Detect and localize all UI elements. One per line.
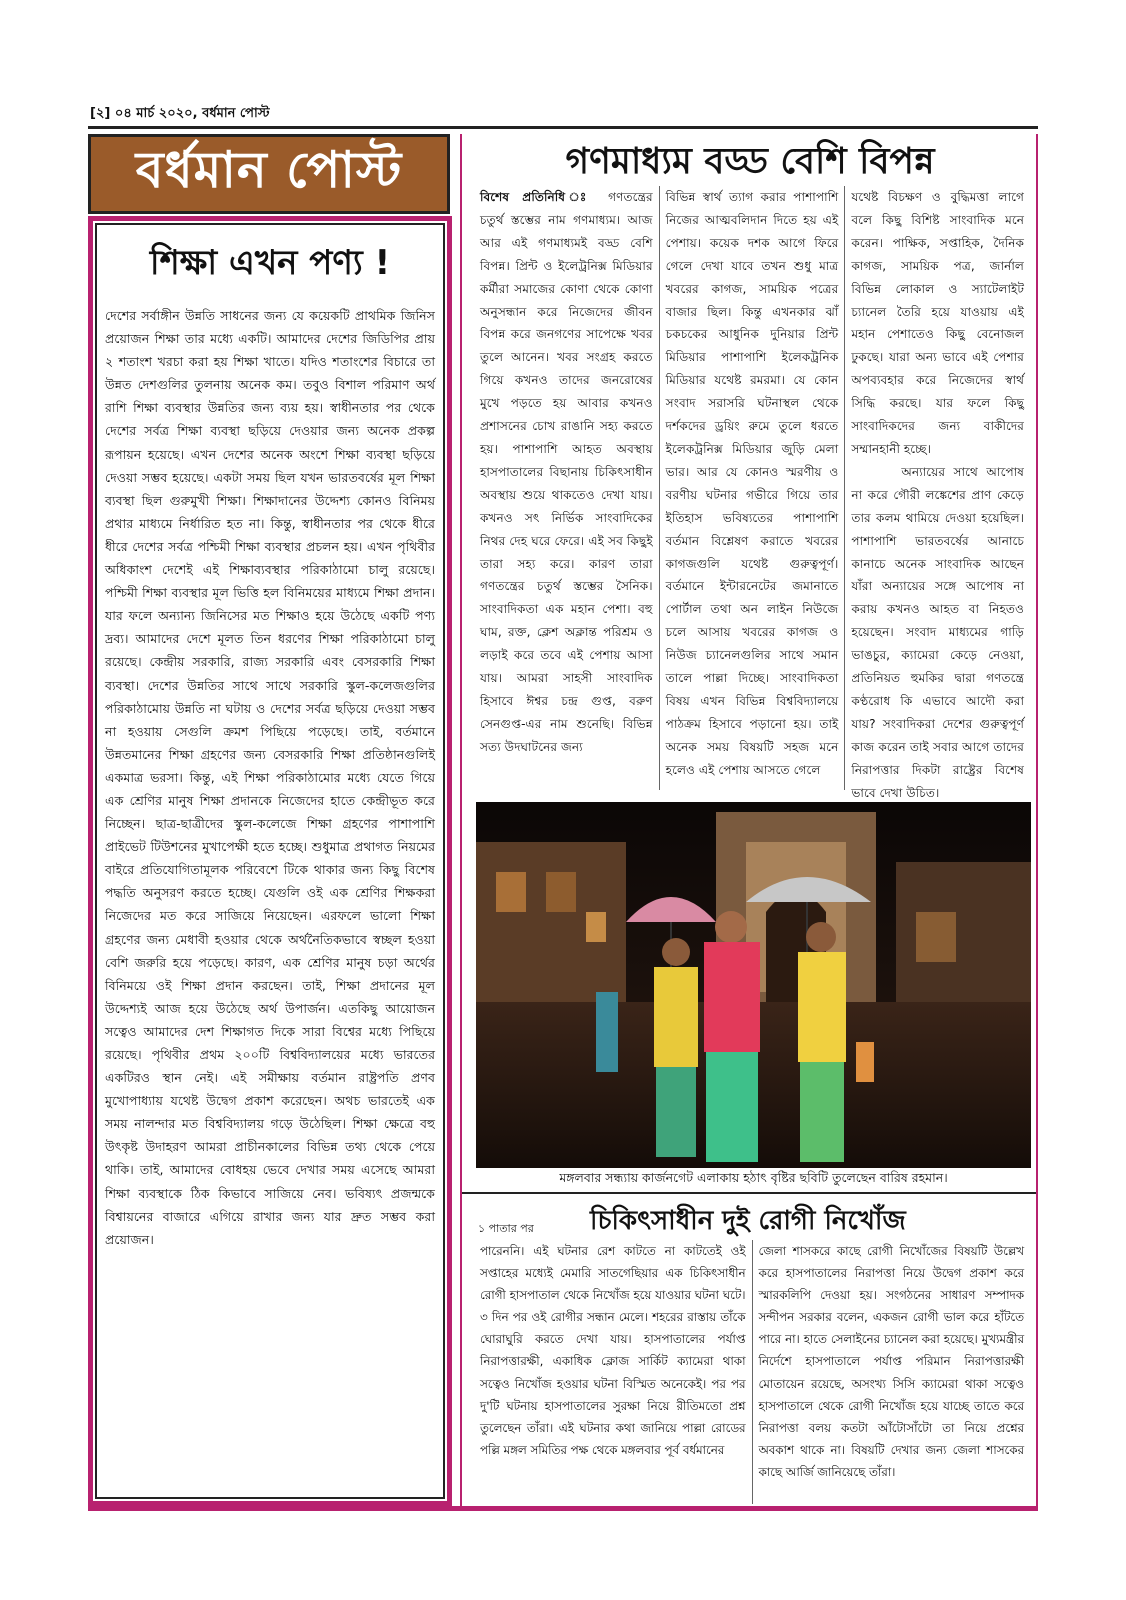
photo-caption: মঙ্গলবার সন্ধ্যায় কার্জনগেট এলাকায় হঠাৎ বৃষ্টির ছবিটি তুলেছেন বারিষ রহমান। (559, 1170, 948, 1185)
bottom-rule (88, 1506, 1038, 1511)
masthead-title: বর্ধমান পোস্ট (135, 140, 403, 199)
sub-article-col-1: পারেননি। এই ঘটনার রেশ কাটতে না কাটতেই ওই সপ্তাহের মধ্যেই মেমারি সাতগেছিয়ার এক চিকিৎসাধীন রোগী হাসপাতাল থেকে নিখোঁজ হয়ে যাওয়ার ঘটনা ঘটে। ৩ দিন পর ওই রোগীর সন্ধান মেলে। শহরের রাস্তায় তাঁকে ঘোরাঘুরি করতে দেখা যায়। হাসপাতালের পর্যাপ্ত নিরাপত্তারক্ষী, একাধিক ক্লোজ সার্কিট ক্যামেরা থাকা সত্বেও নিখোঁজ হওয়ার ঘটনা বিস্মিত অনেকেই। পর পর দু'টি ঘটনায় হাসপাতালের সুরক্ষা নিয়ে রীতিমতো প্রশ্ন তুলেছেন তাঁরা। এই ঘটনার কথা জানিয়ে পাল্লা রোডের পল্লি মঙ্গল সমিতির পক্ষ থেকে মঙ্গলবার পূর্ব বর্ধমানের (480, 1244, 746, 1457)
byline: বিশেষ প্রতিনিধি ঃ (480, 190, 596, 204)
main-headline: গণমাধ্যম বড্ড বেশি বিপন্ন (565, 141, 935, 182)
sub-headline: চিকিৎসাধীন দুই রোগী নিখোঁজ (590, 1206, 906, 1236)
main-article-col-1 (474, 186, 659, 790)
masthead (88, 134, 450, 214)
editorial-title: শিক্ষা এখন পণ্য ! (149, 243, 391, 283)
editorial-body: দেশের সর্বাঙ্গীন উন্নতি সাধনের জন্য যে কয়েকটি প্রাথমিক জিনিস প্রয়োজন শিক্ষা তার মধ্যে একটি। আমাদের দেশের জিডিপির প্রায় ২ শতাংশ খরচা করা হয় শিক্ষা খাতে। যদিও শতাংশের বিচারে তা উন্নত দেশগুলির তুলনায় অনেক কম। তবুও বিশাল পরিমাণ অর্থ রাশি শিক্ষা ব্যবস্থার উন্নতির জন্য ব্যয় হয়। স্বাধীনতার পর থেকে দেশের সর্বত্র শিক্ষা ব্যবস্থা ছড়িয়ে দেওয়ার জন্য অনেক প্রকল্প রূপায়ন হয়েছে। এখন দেশের অনেক অংশে শিক্ষা ব্যবস্থা ছড়িয়ে দেওয়া সম্ভব হয়েছে। একটা সময় ছিল যখন ভারতবর্ষের মূল শিক্ষা ব্যবস্থা ছিল গুরুমুখী শিক্ষা। শিক্ষাদানের উদ্দেশ্য কোনও বিনিময় প্রথার মাধ্যমে নির্ধারিত হত না। কিন্তু, স্বাধীনতার পর থেকে ধীরে ধীরে দেশের সর্বত্র পশ্চিমী শিক্ষা ব্যবস্থার প্রচলন হয়। এখন পৃথিবীর অধিকাংশ দেশেই এই শিক্ষাব্যবস্থার পরিকাঠামো চালু রয়েছে। পশ্চিমী শিক্ষা ব্যবস্থার মূল ভিত্তি হল বিনিময়ের মাধ্যমে শিক্ষা প্রদান। যার ফলে অন্যান্য জিনিসের মত শিক্ষাও হয়ে উঠেছে একটি পণ্য দ্রব্য। আমাদের দেশে মূলত তিন ধরণের শিক্ষা পরিকাঠামো চালু রয়েছে। কেন্দ্রীয় সরকারি, রাজ্য সরকারি এবং বেসরকারি শিক্ষা ব্যবস্থা। দেশের উন্নতির সাথে সাথে সরকারি স্কুল-কলেজগুলির পরিকাঠামোয় উন্নতি না ঘটায় ও দেশের সর্বত্র ছড়িয়ে দেওয়া সম্ভব না হওয়ায় সেগুলি ক্রমশ পিছিয়ে পড়েছে। তাই, বর্তমানে উন্নতমানের শিক্ষা গ্রহণের জন্য বেসরকারি শিক্ষা প্রতিষ্ঠানগুলিই একমাত্র ভরসা। কিন্তু, এই শিক্ষা পরিকাঠামোর মধ্যে যেতে গিয়ে এক শ্রেণির মানুষ শিক্ষা প্রদানকে নিজেদের হাতে কেন্দ্রীভূত করে নিচ্ছেন। ছাত্র-ছাত্রীদের স্কুল-কলেজে শিক্ষা গ্রহণের পাশাপাশি প্রাইভেট টিউশনের মুখাপেক্ষী হতে হচ্ছে। শুধুমাত্র প্রথাগত নিয়মের বাইরে প্রতিযোগিতামূলক পরিবেশে টিকে থাকার জন্য কিছু বিশেষ পদ্ধতি অনুসরণ করতে হচ্ছে। যেগুলি ওই এক শ্রেণির শিক্ষকরা নিজেদের মত করে সাজিয়ে নিয়েছেন। এরফলে ভালো শিক্ষা গ্রহণের জন্য মেধাবী হওয়ার থেকে অর্থনৈতিকভাবে স্বচ্ছল হওয়া বেশি জরুরি হয়ে পড়েছে। কারণ, এক শ্রেণির মানুষ চড়া অর্থের বিনিময়ে ওই শিক্ষা প্রদান করছেন। তাই, শিক্ষা প্রদানের মূল উদ্দেশ্যই আজ হয়ে উঠেছে অর্থ উপার্জন। এতকিছু আয়োজন সত্বেও আমাদের দেশ শিক্ষাগত দিকে সারা বিশ্বের মধ্যে পিছিয়ে রয়েছে। পৃথিবীর প্রথম ২০০টি বিশ্ববিদ্যালয়ের মধ্যে ভারতের একটিরও স্থান নেই। এই সমীক্ষায় বর্তমান রাষ্ট্রপতি প্রণব মুখোপাধ্যায় যথেষ্ট উদ্বেগ প্রকাশ করেছেন। অথচ ভারতেই এক সময় নালন্দার মত বিশ্ববিদ্যালয় গড়ে উঠেছিল। শিক্ষা ক্ষেত্রে বহু উৎকৃষ্ট উদাহরণ আমরা প্রাচীনকালের বিভিন্ন তথ্য থেকে পেয়ে থাকি। তাই, আমাদের বোধহয় ভেবে দেখার সময় এসেছে আমরা শিক্ষা ব্যবস্থাকে ঠিক কিভাবে সাজিয়ে নেব। ভবিষ্যৎ প্রজন্মকে বিশ্বায়নের বাজারে এগিয়ে রাখার জন্য যার দ্রুত সম্ভব করা প্রয়োজন। (105, 308, 435, 1247)
editorial-box (88, 216, 452, 1506)
main-article-columns (474, 186, 1030, 800)
sub-article-col-2: জেলা শাসকরে কাছে রোগী নিখোঁজের বিষয়টি উল্লেখ করে হাসপাতালের নিরাপত্তা নিয়ে উদ্বেগ প্রকাশ করে স্মারকলিপি দেওয়া হয়। সংগঠনের সাধারণ সম্পাদক সন্দীপন সরকার বলেন, একজন রোগী ভাল করে হাঁটতে পারে না। হাতে সেলাইনের চ্যানেল করা হয়েছে। মুখ্যমন্ত্রীর নির্দেশে হাসপাতালে পর্যাপ্ত পরিমান নিরাপত্তারক্ষী মোতায়েন রয়েছে, অসংখ্য সিসি ক্যামেরা থাকা সত্বেও হাসপাতালে থেকে রোগী নিখোঁজ হয়ে যাচ্ছে তাতে করে নিরাপত্তা বলয় কতটা আঁটোসাঁটো তা নিয়ে প্রশ্নের অবকাশ থাকে না। বিষয়টি দেখার জন্য জেলা শাসকের কাছে আর্জি জানিয়েছে তাঁরা। (752, 1240, 1031, 1504)
page-header-line: [২] ০৪ মার্চ ২০২০, বর্ধমান পোস্ট (90, 106, 270, 121)
news-photo (476, 802, 1031, 1168)
top-rule (88, 126, 1038, 129)
main-article-col-3 (844, 186, 1030, 800)
main-article-col-1-text: গণতন্ত্রের চতুর্থ স্তম্ভের নাম গণমাধ্যম। আজ আর এই গণমাধ্যমই বড্ড বেশি বিপন্ন। প্রিন্ট ও ইলেট্রনিক্স মিডিয়ার কর্মীরা সমাজের কোণা থেকে কোণা অনুসন্ধান করে নিজেদের জীবন বিপন্ন করে জনগণের সাপেক্ষে খবর তুলে আনেন। খবর সংগ্রহ করতে গিয়ে কখনও তাদের জনরোষের মুখে পড়তে হয় আবার কখনও প্রশাসনের চোখ রাঙানি সহ্য করতে হয়। পাশাপাশি আহত অবস্থায় হাসপাতালের বিছানায় চিকিৎসাধীন অবস্থায় শুয়ে থাকতেও দেখা যায়। কখনও সৎ নির্ভিক সাংবাদিকের নিথর দেহ ঘরে ফেরে। এই সব কিছুই তারা সহ্য করে। কারণ তারা গণতন্ত্রের চতুর্থ স্তম্ভের সৈনিক। সাংবাদিকতা এক মহান পেশা। বহু ঘাম, রক্ত, ক্লেশ অক্লান্ত পরিশ্রম ও লড়াই করে তবে এই পেশায় আসা যায়। আমরা সাহসী সাংবাদিক হিসাবে ঈশ্বর চন্দ্র গুপ্ত, বরুণ সেনগুপ্ত-এর নাম শুনেছি। বিভিন্ন সত্য উদঘাটনের জন্য (480, 190, 653, 754)
editorial-inner (95, 223, 445, 1499)
continued-label: ১ পাতার পর (478, 1222, 534, 1235)
main-article-col-3-para-1: যথেষ্ট বিচক্ষণ ও বুদ্ধিমত্তা লাগে বলে কিছু বিশিষ্ট সাংবাদিক মনে করেন। পাক্ষিক, সপ্তাহিক, দৈনিক কাগজ, সাময়িক পত্র, জার্নাল বিভিন্ন লোকাল ও স্যাটেলাইট চ্যানেল তৈরি হয়ে যাওয়ায় এই মহান পেশাতেও কিছু বেনোজল ঢুকছে। যারা অন্য ভাবে এই পেশার অপব্যবহার করে নিজেদের স্বার্থ সিদ্ধি করছে। যার ফলে কিছু সাংবাদিকদের জন্য বাকীদের সম্মানহানী হচ্ছে। (851, 190, 1025, 456)
caption-rule (462, 1192, 1036, 1194)
rain-photo-illustration (476, 802, 1031, 1168)
sub-article-columns (474, 1240, 1030, 1504)
main-article-col-3-para-2: অন্যায়ের সাথে আপোষ না করে গৌরী লঙ্কেশের প্রাণ কেড়ে তার কলম থামিয়ে দেওয়া হয়েছিল। পাশাপাশি ভারতবর্ষের আনাচে কানাচে অনেক সাংবাদিক আছেন যাঁরা অন্যায়ের সঙ্গে আপোষ না করায় কখনও আহত বা নিহতও হয়েছেন। সংবাদ মাধ্যমের গাড়ি ভাঙচুর, ক্যামেরা কেড়ে নেওয়া, প্রতিনিয়ত হুমকির দ্বারা গণতন্ত্রে কণ্ঠরোধ কি এভাবে আদৌ করা যায়? সংবাদিকরা দেশের গুরুত্বপূর্ণ কাজ করেন তাই সবার আগে তাদের নিরাপত্তার দিকটা রাষ্ট্রের বিশেষ ভাবে দেখা উচিত। (851, 464, 1025, 800)
main-article-col-2: বিভিন্ন স্বার্থ ত্যাগ করার পাশাপাশি নিজের আত্মবলিদান দিতে হয় এই পেশায়। কয়েক দশক আগে ফিরে গেলে দেখা যাবে তখন শুধু মাত্র খবরের কাগজ, সাময়িক পত্রের বাজার ছিল। কিন্তু এখনকার ঝাঁ চকচকের আধুনিক দুনিয়ার প্রিন্ট মিডিয়ার পাশাপাশি ইলেকট্রনিক মিডিয়ার যথেষ্ট রমরমা। যে কোন সংবাদ সরাসরি ঘটনাস্থল থেকে দর্শকদের ড্রয়িং রুমে তুলে ধরতে ইলেকট্রনিক্স মিডিয়ার জুড়ি মেলা ভার। আর যে কোনও স্মরণীয় ও বরণীয় ঘটনার গভীরে গিয়ে তার ইতিহাস ভবিষ্যতের পাশাপাশি বর্তমান বিশ্লেষণ করাতে খবরের কাগজগুলি যথেষ্ট গুরুত্বপূর্ণ। বর্তমানে ইন্টারনেটের জমানাতে পোর্টাল তথা অন লাইন নিউজে চলে আসায় খবরের কাগজ ও নিউজ চ্যানেলগুলির সাথে সমান তালে পাল্লা দিচ্ছে। সাংবাদিকতা বিষয় এখন বিভিন্ন বিশ্ববিদ্যালয়ে পাঠক্রম হিসাবে পড়ানো হয়। তাই অনেক সময় বিষয়টি সহজ মনে হলেও এই পেশায় আসতে গেলে (659, 186, 845, 790)
